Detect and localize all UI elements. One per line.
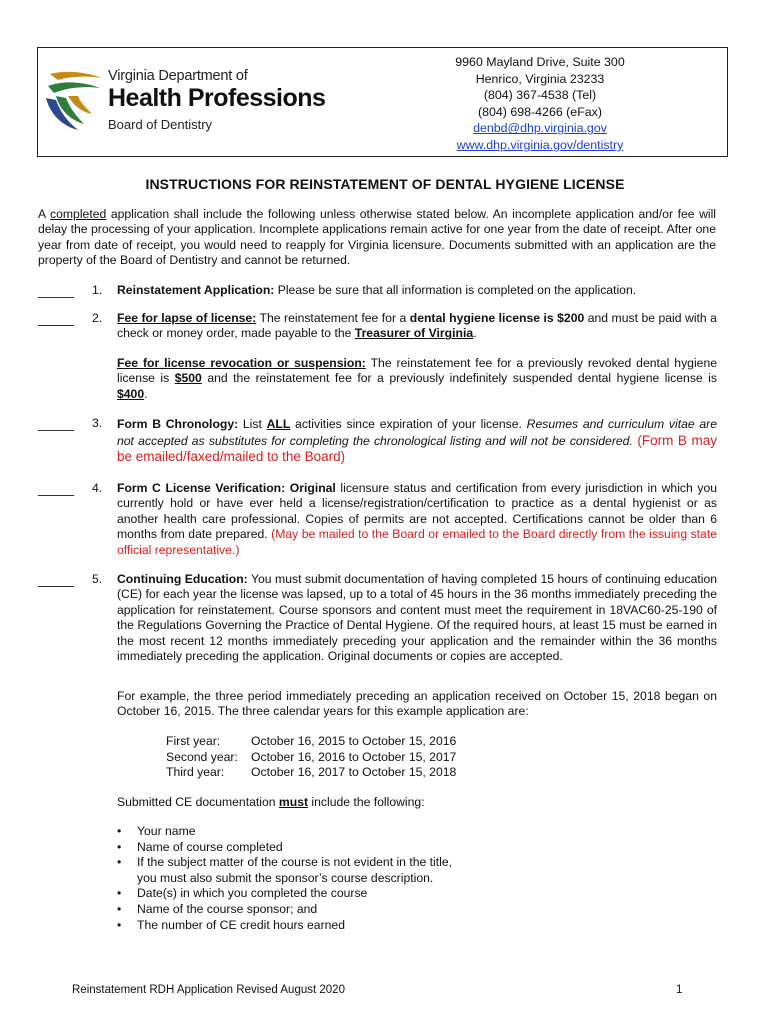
item-4-text: licensure status and certification from every jurisdiction in which you currently hold or have ever held a license/registration/certification to practice as a dental hygienist or as another health care professional. Copies of permits are not accepted. Certifications cannot be older than 6 months from date prepared. xyxy=(117,481,718,542)
item-number-5: 5. xyxy=(92,572,103,586)
item-5-text: You must submit documentation of having completed 15 hours of continuing education (CE) for each year the license was lapsed, up to a total of 45 hours in the 36 months immediately preceding the application for reinstatement. Course sponsors and content must meet the requirement in 18VAC60-25-190 of the Regulations Governing the Practice of Dental Hygiene. Of the required hours, at least 15 must be earned in the most recent 12 months immediately preceding your application and the remainder within the 36 months immediately preceding the application. Original documents or copies are accepted. xyxy=(117,572,718,664)
checklist-blank-4[interactable] xyxy=(38,495,74,496)
revocation-text-3: . xyxy=(144,386,148,401)
item-2-text-2: and must be paid with a check or money order, made payable to the xyxy=(117,311,717,341)
revocation-heading: Fee for license revocation or suspension: xyxy=(117,356,366,370)
item-4-original: Original xyxy=(285,481,336,495)
year-label: Second year: xyxy=(166,749,238,764)
intro-text-a: A xyxy=(38,207,51,221)
year-range: October 16, 2017 to October 15, 2018 xyxy=(251,765,457,779)
item-4-heading: Form C License Verification: xyxy=(117,481,286,495)
table-row xyxy=(166,734,456,750)
item-2-text-3: . xyxy=(473,326,477,341)
list-item: • Name of course completed xyxy=(117,840,467,856)
revocation-text-1: The reinstatement fee for a previously revoked dental hygiene license is xyxy=(117,356,717,386)
year-label: Third year: xyxy=(166,765,225,779)
intro-text-rest: application shall include the following unless otherwise stated below. An incomplete application and/or fee will delay the processing of your application. Incomplete applications remain active for one year from the date of receipt. After one year from date of receipt, you would need to reapply for Virginia licensure. Documents submitted with an application are the property of the Board of Dentistry and cannot be returned. xyxy=(38,207,717,268)
year-range: October 16, 2016 to October 15, 2017 xyxy=(251,749,457,764)
table-row xyxy=(166,765,456,781)
intro-paragraph xyxy=(38,207,716,269)
checklist-blank-1[interactable] xyxy=(38,297,74,298)
tel-line: (804) 367-4538 (Tel) xyxy=(483,88,597,103)
fax-line: (804) 698-4266 (eFax) xyxy=(478,104,602,119)
revocation-fee: $500 xyxy=(174,371,202,386)
item-5 xyxy=(117,572,717,664)
item-1-heading: Reinstatement Application: xyxy=(117,283,275,297)
item-3-all: ALL xyxy=(266,417,291,431)
item-number-1: 1. xyxy=(92,283,103,297)
item-5-heading: Continuing Education: xyxy=(117,572,248,586)
item-1 xyxy=(117,283,717,298)
item-2-heading: Fee for lapse of license: xyxy=(117,311,257,325)
list-item: • If the subject matter of the course is not evident in the title, you must also submit the sponsor’s course description. xyxy=(117,855,467,886)
item-3-heading: Form B Chronology: xyxy=(117,417,239,431)
email-link[interactable]: denbd@dhp.virginia.gov xyxy=(473,121,607,136)
dhp-logo xyxy=(46,66,346,136)
ce-must-include xyxy=(117,795,717,810)
item-2-text-1: The reinstatement fee for a xyxy=(256,311,410,325)
item-number-2: 2. xyxy=(92,311,103,325)
example-years-table xyxy=(166,734,456,781)
item-3-italic-note: Resumes and curriculum vitae are not accepted as substitutes for completing the chronological listing and will not be considered. xyxy=(117,417,717,448)
item-2 xyxy=(117,311,717,342)
must-text-1: Submitted CE documentation xyxy=(117,795,279,809)
item-3-text-1: List xyxy=(238,417,267,431)
item-1-text: Please be sure that all information is completed on the application. xyxy=(274,283,637,297)
item-number-3: 3. xyxy=(92,416,103,430)
website-link[interactable]: www.dhp.virginia.gov/dentistry xyxy=(456,137,624,152)
suspension-fee: $400 xyxy=(117,386,145,401)
item-3-red-note: (Form B may be emailed/faxed/mailed to the Board) xyxy=(117,432,717,465)
list-item: • Your name xyxy=(117,824,467,840)
table-row xyxy=(166,750,456,766)
checklist-blank-3[interactable] xyxy=(38,430,74,431)
list-item: • Name of the course sponsor; and xyxy=(117,902,467,918)
item-4 xyxy=(117,481,717,558)
contact-block xyxy=(428,54,652,154)
item-3 xyxy=(117,416,717,466)
letterhead xyxy=(37,47,728,157)
dhp-emblem-icon xyxy=(46,66,104,132)
item-5-example: For example, the three period immediately preceding an application received on October 15, 2018 began on October 16, 2015. The three calendar years for this example application are: xyxy=(117,689,717,719)
checklist-blank-2[interactable] xyxy=(38,325,74,326)
logo-line-2: Health Professions xyxy=(108,84,326,112)
page-number: 1 xyxy=(676,984,683,996)
item-2-revocation xyxy=(117,356,717,402)
list-item: • Date(s) in which you completed the course xyxy=(117,886,467,902)
footer-revision: Reinstatement RDH Application Revised August 2020 xyxy=(72,984,345,996)
year-label: First year: xyxy=(166,734,221,748)
must-word: must xyxy=(278,795,309,809)
checklist-blank-5[interactable] xyxy=(38,586,74,587)
item-4-red-note: (May be mailed to the Board or emailed to the Board directly from the issuing state official representative.) xyxy=(117,527,718,557)
list-item: • The number of CE credit hours earned xyxy=(117,918,467,934)
item-3-text-2: activities since expiration of your license. xyxy=(290,417,527,431)
revocation-text-2: and the reinstatement fee for a previously indefinitely suspended dental hygiene license is xyxy=(201,371,717,386)
page-title: INSTRUCTIONS FOR REINSTATEMENT OF DENTAL HYGIENE LICENSE xyxy=(145,176,625,192)
city-line: Henrico, Virginia 23233 xyxy=(475,71,605,86)
must-text-2: include the following: xyxy=(308,795,425,809)
intro-completed: completed xyxy=(50,207,107,221)
item-2-fee: dental hygiene license is $200 xyxy=(409,311,585,325)
item-2-payee: Treasurer of Virginia xyxy=(354,326,474,341)
address-line: 9960 Mayland Drive, Suite 300 xyxy=(455,55,625,69)
item-number-4: 4. xyxy=(92,481,103,495)
logo-line-3: Board of Dentistry xyxy=(108,117,213,132)
year-range: October 16, 2015 to October 15, 2016 xyxy=(251,734,457,748)
logo-line-1: Virginia Department of xyxy=(108,68,248,84)
ce-requirements-list xyxy=(117,824,467,933)
